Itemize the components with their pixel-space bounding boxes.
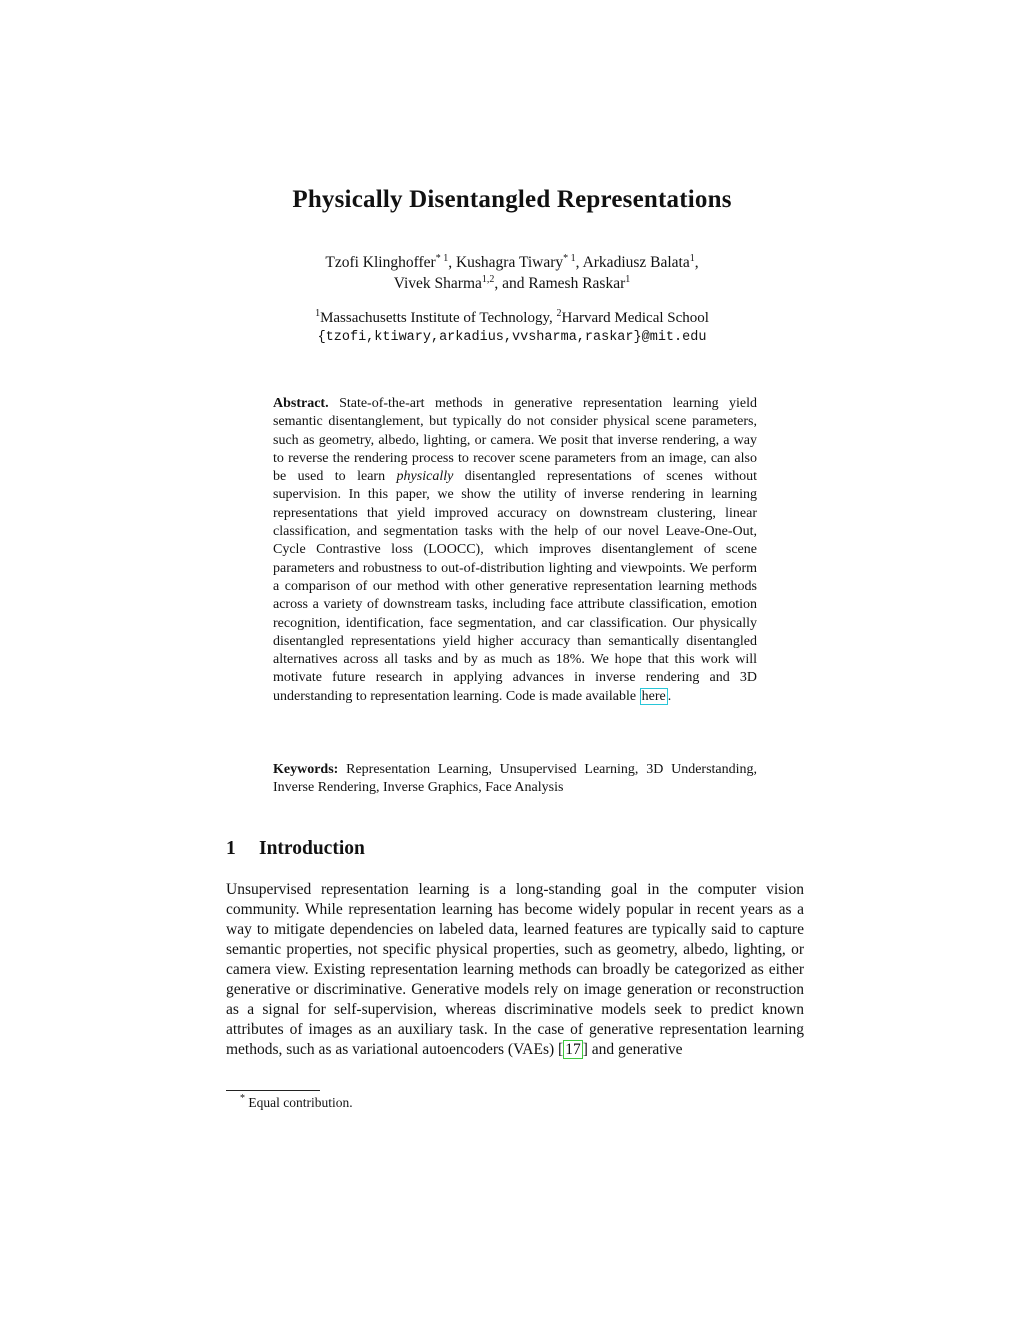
and-word: and bbox=[502, 275, 525, 292]
author-email: {tzofi,ktiwary,arkadius,vvsharma,raskar}@mit.edu bbox=[317, 330, 707, 345]
affiliation-mark: 1 bbox=[315, 308, 321, 319]
author-list bbox=[0, 252, 1024, 294]
section-heading bbox=[226, 838, 365, 860]
introduction-paragraph: Unsupervised representation learning is a long-standing goal in the computer vision community. While representation learning has become widely popular in recent years as a way to mitigate dependencies on labeled data, learned features are typically said to capture semantic properties, not specific physical properties, such as geometry, albedo, lighting, or camera view. Existing representation learning methods can broadly be categorized as either generative or discriminative. Generative models rely on image generation or reconstruction as a signal for self-supervision, whereas discriminative models seek to predict known attributes of images as an auxiliary task. In the case of generative representation learning methods, such as as variational autoencoders (VAEs) [ 17 ] and generative bbox=[226, 881, 804, 1058]
section-number: 1 bbox=[226, 838, 236, 859]
abstract-label: Abstract. bbox=[273, 396, 329, 411]
paper-title: Physically Disentangled Representations bbox=[292, 186, 732, 213]
footnote-text: Equal contribution. bbox=[248, 1095, 353, 1110]
footnote bbox=[240, 1095, 353, 1111]
affiliation-name: Massachusetts Institute of Technology bbox=[320, 310, 549, 326]
author-mark: * 1 bbox=[435, 253, 449, 264]
abstract-italic: physically bbox=[396, 469, 454, 485]
author-name: Arkadiusz Balata bbox=[582, 254, 690, 271]
abstract-text: State-of-the-art methods in generative representation learning yield semantic disentanglement, but typically do not consider physical scene parameters, such as geometry, albedo, lighting, or camera. We posit that inverse rendering, a way to reverse the rendering process to recover scene parameters from an image, can also be used to learn bbox=[273, 396, 757, 485]
author-name: Vivek Sharma bbox=[393, 275, 482, 292]
abstract bbox=[273, 395, 757, 706]
author-mark: 1 bbox=[689, 253, 695, 264]
affiliation-mark: 2 bbox=[556, 308, 562, 319]
author-line-2: Vivek Sharma$^{1,2}$, and Ramesh Raskar$^1$ bbox=[393, 274, 631, 292]
code-link[interactable]: here bbox=[641, 688, 666, 704]
author-line-1: Tzofi Klinghoffer$^{* 1}$, Kushagra Tiwary$^{* 1}$, Arkadiusz Balata$^1$, bbox=[325, 253, 699, 271]
author-name: Kushagra Tiwary bbox=[455, 254, 564, 271]
author-mark: * 1 bbox=[563, 253, 576, 264]
affiliation-name: Harvard Medical School bbox=[561, 310, 709, 326]
affiliation-line: $^1$Massachusetts Institute of Technology, $^2$Harvard Medical School bbox=[315, 308, 709, 326]
footnote-rule bbox=[226, 1090, 320, 1091]
author-name: Ramesh Raskar bbox=[528, 275, 626, 292]
affiliations bbox=[0, 308, 1024, 348]
keywords-text: Representation Learning, Unsupervised Learning, 3D Understanding, Inverse Rendering, Inverse Graphics, Face Analysis bbox=[273, 762, 758, 796]
keywords bbox=[273, 761, 757, 798]
intro-text: Unsupervised representation learning is a long-standing goal in the computer vision community. While representation learning has become widely popular in recent years as a way to mitigate dependencies on labeled data, learned features are typically said to capture semantic properties, not specific physical properties, such as geometry, albedo, lighting, or camera view. Existing representation learning methods can broadly be categorized as either generative or discriminative. Generative models rely on image generation or reconstruction as a signal for self-supervision, whereas discriminative models seek to predict known attributes of images as an auxiliary task. In the case of generative representation learning methods, such as as variational autoencoders (VAEs) bbox=[226, 881, 804, 1058]
author-name: Tzofi Klinghoffer bbox=[325, 254, 436, 271]
abstract-end: . bbox=[667, 688, 672, 704]
author-mark: 1,2 bbox=[481, 274, 495, 285]
author-mark: 1 bbox=[625, 274, 631, 285]
keywords-label: Keywords: bbox=[273, 762, 339, 777]
abstract-text-continued: disentangled representations of scenes without supervision. In this paper, we show the utility of inverse rendering in learning representations that yield improved accuracy on downstream clustering, linear classification, and segmentation tasks with the help of our novel Leave-One-Out, Cycle Contrastive loss (LOOCC), which improves disentanglement of scene parameters and robustness to out-of-distribution lighting and viewpoints. We perform a comparison of our method with other generative representation learning methods across a variety of downstream tasks, including face attribute classification, emotion recognition, identification, face segmentation, and car classification. Our physically disentangled representations yield higher accuracy than semantically disentangled alternatives across all tasks and by as much as 18%. We hope that this work will motivate future research in applying advances in inverse rendering and 3D understanding to representation learning. Code is made available bbox=[273, 469, 758, 704]
section-title: Introduction bbox=[259, 838, 365, 859]
footnote-mark: * bbox=[240, 1093, 245, 1104]
citation-link[interactable]: 17 bbox=[565, 1041, 581, 1058]
intro-text-continued: and generative bbox=[591, 1041, 683, 1058]
